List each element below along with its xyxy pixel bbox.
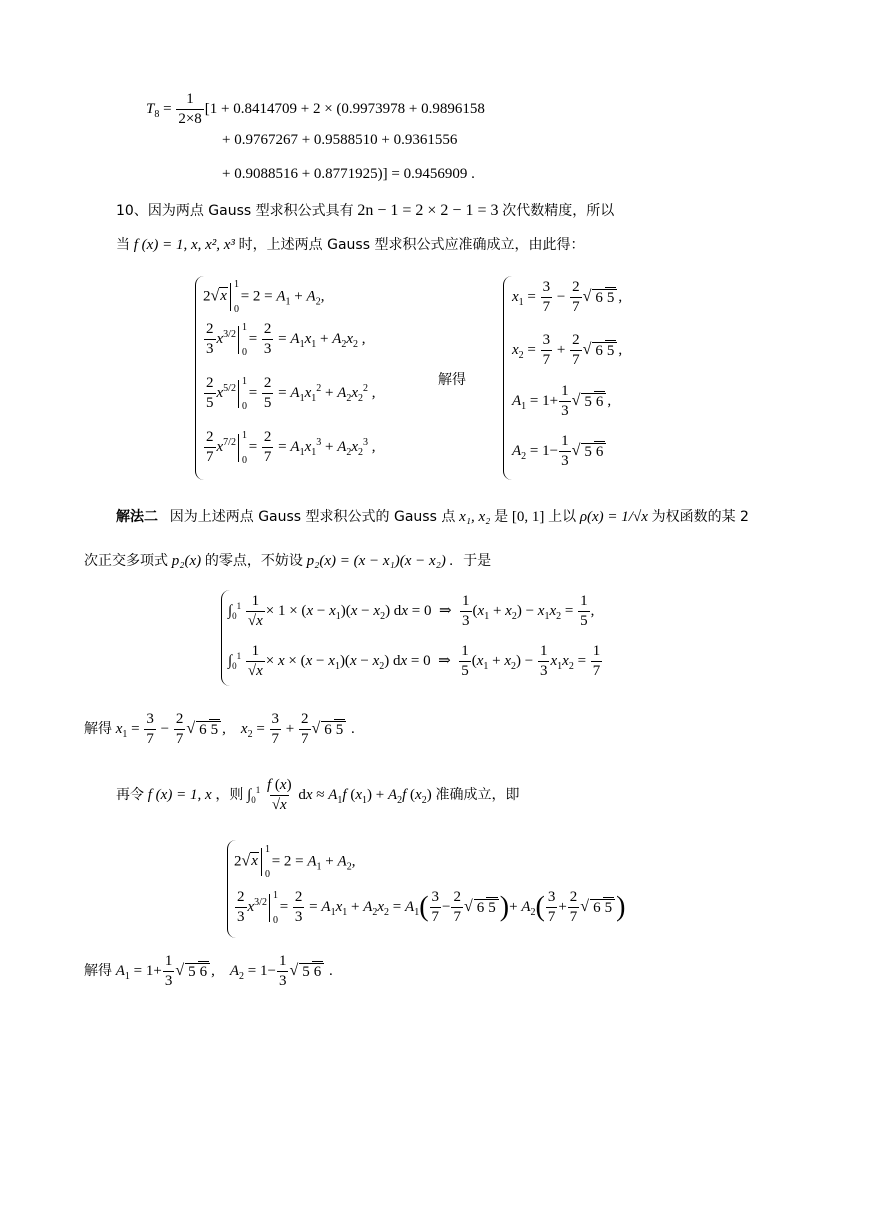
- t8-fraction: $\frac{1}{2\times 8}$: [178, 91, 202, 127]
- integral-eq-1: $\int_0^1$ $\frac{1}{√x}$ × $1 \times (x - x_1)(x - x_2)$ dx = 0 ⇒ $\frac{1}{3}$ $(x_1 + x_2) - x_1x_2$ = $\frac{1}{5}$ ,: [228, 593, 595, 629]
- final-eq-1: 2√x 1 0 = $2 = A_1 + A_2$,: [234, 844, 356, 880]
- left-eq-3: $\frac{2}{5}$ $x^{5/2}$ 1 0 = $\frac{2}{5}$ = $A_1x_1^2 + A_2x_2^2$ ,: [206, 375, 376, 412]
- left-eq-4: $\frac{2}{7}$ $x^{7/2}$ 1 0 = $\frac{2}{7}$ = $A_1x_1^3 + A_2x_2^3$ ,: [206, 429, 376, 466]
- left-eq-1: 2√x 1 0 = $2 = A_1 + A_2$,: [203, 279, 325, 315]
- t8-line3: + 0.9088516 + 0.8771925)] = 0.9456909 .: [222, 166, 475, 182]
- integral-eq-2: $\int_0^1$ $\frac{1}{√x}$ × $x \times (x - x_1)(x - x_2)$ dx = 0 ⇒ $\frac{1}{5}$ $(x_1 + x_2)$ − $\frac{1}{3}$ $x_1x_2$ = $\frac{1}{7}$: [228, 643, 601, 679]
- right-eq-a1: $A_1 = 1+$ $\frac{1}{3}$ √ 5 6 ,: [512, 383, 612, 419]
- right-eq-x1: $x_1$ = $\frac{3}{7}$ − $\frac{2}{7}$ √ 6 5 ,: [512, 279, 623, 315]
- method2-line1: 解法二 因为上述两点 Gauss 型求积公式的 Gauss 点 x₁, x₂ 是 [0, 1] 上以 ρ(x) = 1/√x 为权函数的某 2: [116, 509, 749, 525]
- t8-line2: + 0.9767267 + 0.9588510 + 0.9361556: [222, 132, 458, 148]
- final-eq-2: $\frac{2}{3}$ $x^{3/2}$ 1 0 = $\frac{2}{3}$ = $A_1x_1 + A_2x_2 = A_1$( $\frac{3}{7}$ − $\frac{2}{7}$ √ 6 5 )+ $A_2$( $\frac{3}{7}$ + $\frac{2}{7}$ √ 6 5 ): [237, 889, 626, 926]
- t8-lhs: T: [146, 100, 155, 117]
- method2-line2: 次正交多项式 p₂(x) 的零点，不妨设 p₂(x) = (x − x₁)(x − x₂) . 于是: [84, 553, 492, 569]
- solve-word: 解得: [438, 372, 466, 388]
- method2-heading: 解法二: [116, 509, 158, 525]
- q10-line2: 当 f (x) = 1, x, x², x³ 时，上述两点 Gauss 型求积公式应准确成立，由此得：: [116, 237, 585, 253]
- q10-line2-eq: f (x) = 1, x, x², x³: [133, 237, 235, 253]
- solve2-line: 解得 $A_1 = 1+$ $\frac{1}{3}$ √ 5 6 , $A_2 = 1-$ $\frac{1}{3}$ √ 5 6 .: [84, 953, 333, 989]
- let-line: 再令 f (x) = 1, x ，则 $\int_0^1$ $\frac{f (x)}{√x}$ dx ≈ $A_1f$ $(x_1) + A_2f$ $(x_2)$ 准确成立，即: [116, 777, 520, 813]
- q10-intro-line: 10、因为两点 Gauss 型求积公式具有 2n − 1 = 2 × 2 − 1 = 3 次代数精度，所以: [116, 202, 615, 219]
- t8-formula: $T_8$ = $\frac{1}{2\times 8}$ [1 + 0.8414709 + 2 × (0.9973978 + 0.9896158: [146, 91, 485, 127]
- q10-intro-eq: 2n − 1 = 2 × 2 − 1 = 3: [357, 202, 499, 219]
- solve1-line: 解得 $x_1$ = $\frac{3}{7}$ − $\frac{2}{7}$ √ 6 5 , $x_2$ = $\frac{3}{7}$ + $\frac{2}{7}$ √ 6 5 .: [84, 711, 355, 747]
- t8-line1: [1 + 0.8414709 + 2 × (0.9973978 + 0.9896158: [204, 100, 485, 117]
- t8-lhs-sub: 8: [154, 108, 160, 120]
- left-eq-2: $\frac{2}{3}$ $x^{3/2}$ 1 0 = $\frac{2}{3}$ = $A_1x_1 + A_2x_2$ ,: [206, 321, 366, 358]
- right-system-brace: [503, 276, 512, 480]
- right-eq-a2: $A_2 = 1-$ $\frac{1}{3}$ √ 5 6: [512, 434, 607, 469]
- right-eq-x2: $x_2$ = $\frac{3}{7}$ + $\frac{2}{7}$ √ 6 5 ,: [512, 332, 623, 368]
